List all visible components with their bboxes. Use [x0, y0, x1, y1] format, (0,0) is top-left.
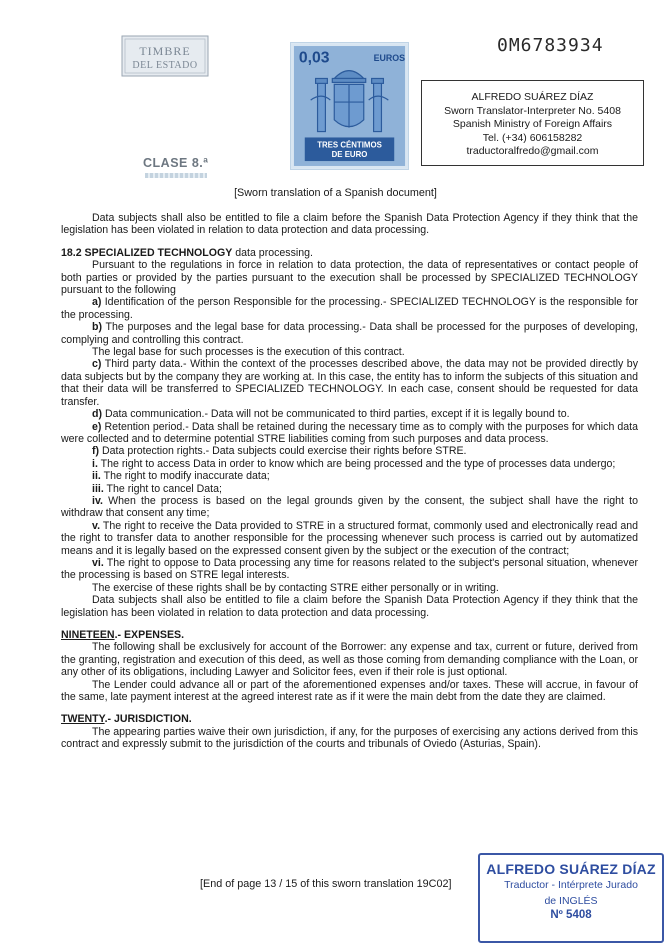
section-18-2-title: 18.2 SPECIALIZED TECHNOLOGY	[61, 246, 233, 259]
right-i	[61, 458, 638, 470]
right-iv-label: iv.	[92, 494, 103, 507]
right-iii-text: The right to cancel Data;	[103, 482, 222, 495]
right-v	[61, 520, 638, 557]
translator-email: traductoralfredo@gmail.com	[466, 145, 599, 158]
right-vi	[61, 557, 638, 582]
right-iv	[61, 495, 638, 520]
coat-of-arms-icon	[311, 71, 389, 132]
stamp-currency: EUROS	[373, 52, 405, 63]
paragraph-intro: Data subjects shall also be entitled to file a claim before the Spanish Data Protection Agency if they think that the legislation has been violated in relation to data protection and data processing.	[61, 212, 638, 237]
seal-line-2: de INGLÉS	[544, 895, 598, 908]
right-iii	[61, 483, 638, 495]
translator-info-box	[421, 80, 644, 166]
right-ii-text: The right to modify inaccurate data;	[100, 470, 270, 483]
item-c-text: Third party data.- Within the context of the processes described above, the data may not be provided directly by data subjects but by the company they are working at. In this case, the entity has to inform the subjects of this situation and that their data will be transferred to SPECIALIZED TECHNOLOGY. In each case, consent should be requested for data transfer.	[61, 358, 638, 408]
end-of-page-note: [End of page 13 / 15 of this sworn translation 19C02]	[200, 878, 452, 890]
item-f-label: f)	[92, 445, 100, 458]
timbre-del-estado-seal	[120, 34, 210, 78]
item-f	[61, 445, 638, 457]
item-a-label: a)	[92, 296, 102, 309]
paragraph-claim: Data subjects shall also be entitled to file a claim before the Spanish Data Protection Agency if they think that the legislation has been violated in relation to data protection and data processing.	[61, 594, 638, 619]
stamp-value: 0,03	[298, 49, 330, 67]
clase-label: CLASE 8.ª	[143, 156, 209, 170]
item-d	[61, 408, 638, 420]
document-body	[61, 212, 638, 751]
section-twenty-number: TWENTY	[61, 713, 105, 726]
paragraph-18-2-intro: Pursuant to the regulations in force in relation to data protection, the data of representatives or contact people of both parties or provided by the parties pursuant to the execution shall be processed by SPECIALIZED TECHNOLOGY pursuant to the following	[61, 259, 638, 297]
right-ii	[61, 470, 638, 482]
document-serial-number: 0M6783934	[497, 35, 604, 56]
item-b-legal-base: The legal base for such processes is the execution of this contract.	[92, 346, 405, 359]
item-c-label: c)	[92, 358, 102, 371]
item-e-text: Retention period.- Data shall be retained during the necessary time as to comply with the purposes for which data were collected and to determine potential STRE liabilities coming from such purposes and data process.	[61, 420, 638, 445]
right-v-label: v.	[92, 519, 101, 532]
clase-security-band	[145, 173, 207, 178]
stamp-label-1: TRES CÉNTIMOS	[317, 140, 382, 150]
seal-line-1: Traductor - Intérprete Jurado	[504, 879, 638, 892]
translator-title: Sworn Translator-Interpreter No. 5408	[444, 104, 621, 117]
document-subtitle: [Sworn translation of a Spanish document]	[234, 187, 437, 199]
section-nineteen-title: .- EXPENSES.	[114, 629, 185, 641]
translator-ministry: Spanish Ministry of Foreign Affairs	[452, 118, 613, 131]
item-d-text: Data communication.- Data will not be communicated to third parties, except if it is legally bound to.	[102, 408, 570, 421]
paragraph-expenses-2: The Lender could advance all or part of the aforementioned expenses and/or taxes. These will accrue, in favour of the same, late payment interest at the agreed interest rate as if it were the main debt from the date they are claimed.	[61, 678, 638, 704]
section-twenty-heading	[61, 713, 638, 725]
section-18-2-title-rest: data processing.	[232, 246, 313, 259]
item-b-text: The purposes and the legal base for data processing.- Data shall be processed for the purposes of developing, complying and controlling this contract.	[61, 321, 638, 346]
right-v-text: The right to receive the Data provided to STRE in a structured format, commonly used and electronically read and the right to transfer data to another responsible for the processing whenever such process is carried out by automatized means and it is legally based on the expressed consent given by the subject or the execution of the contract;	[61, 519, 638, 557]
item-b	[61, 321, 638, 346]
translator-name: ALFREDO SUÁREZ DÍAZ	[471, 91, 594, 103]
item-f-text: Data protection rights.- Data subjects could exercise their rights before STRE.	[99, 445, 467, 458]
right-i-text: The right to access Data in order to know which are being processed and the type of processes data undergo;	[97, 457, 616, 470]
translator-phone: Tel. (+34) 606158282	[482, 131, 583, 144]
stamp-label-2: DE EURO	[331, 150, 368, 160]
item-e-label: e)	[92, 420, 102, 433]
right-vi-text: The right to oppose to Data processing any time for reasons related to the subject's personal situation, whenever the processing is based on STRE legal interests.	[61, 556, 638, 582]
section-twenty-title: .- JURISDICTION.	[104, 713, 192, 726]
translator-seal	[478, 853, 664, 943]
section-nineteen-heading	[61, 629, 638, 641]
item-e	[61, 421, 638, 446]
item-c	[61, 358, 638, 408]
right-vi-label: vi.	[92, 556, 104, 569]
item-d-label: d)	[92, 408, 102, 421]
section-nineteen-number: NINETEEN	[61, 629, 115, 641]
right-iii-label: iii.	[92, 482, 104, 495]
item-a	[61, 296, 638, 321]
right-ii-label: ii.	[92, 470, 101, 483]
paragraph-expenses-1: The following shall be exclusively for account of the Borrower: any expense and tax, current or future, derived from the granting, registration and execution of this deed, as well as those coming from demanding compliance with the Loan, or any other of its obligations, including Lawyer and Solicitor fees, even if their role is just optional.	[61, 641, 638, 679]
item-a-text: Identification of the person Responsible for the processing.- SPECIALIZED TECHNOLOGY is the responsible for the processing.	[61, 296, 638, 321]
section-18-2-heading	[61, 247, 638, 259]
paragraph-jurisdiction: The appearing parties waive their own jurisdiction, if any, for the purposes of exercising any actions derived from this contract and expressly submit to the jurisdiction of the courts and tribunals of Oviedo (Asturias, Spain).	[61, 725, 638, 751]
timbre-line-1: TIMBRE	[139, 44, 191, 58]
right-i-label: i.	[92, 457, 98, 470]
state-stamp	[290, 42, 409, 170]
right-iv-text: When the process is based on the legal grounds given by the consent, the subject shall have the right to withdraw that consent any time;	[61, 494, 638, 520]
paragraph-exercise: The exercise of these rights shall be by contacting STRE either personally or in writing.	[92, 581, 499, 594]
timbre-line-2: DEL ESTADO	[132, 60, 198, 71]
seal-name: ALFREDO SUÁREZ DÍAZ	[486, 861, 656, 877]
seal-number: Nº 5408	[550, 909, 592, 922]
item-b-label: b)	[92, 321, 102, 334]
